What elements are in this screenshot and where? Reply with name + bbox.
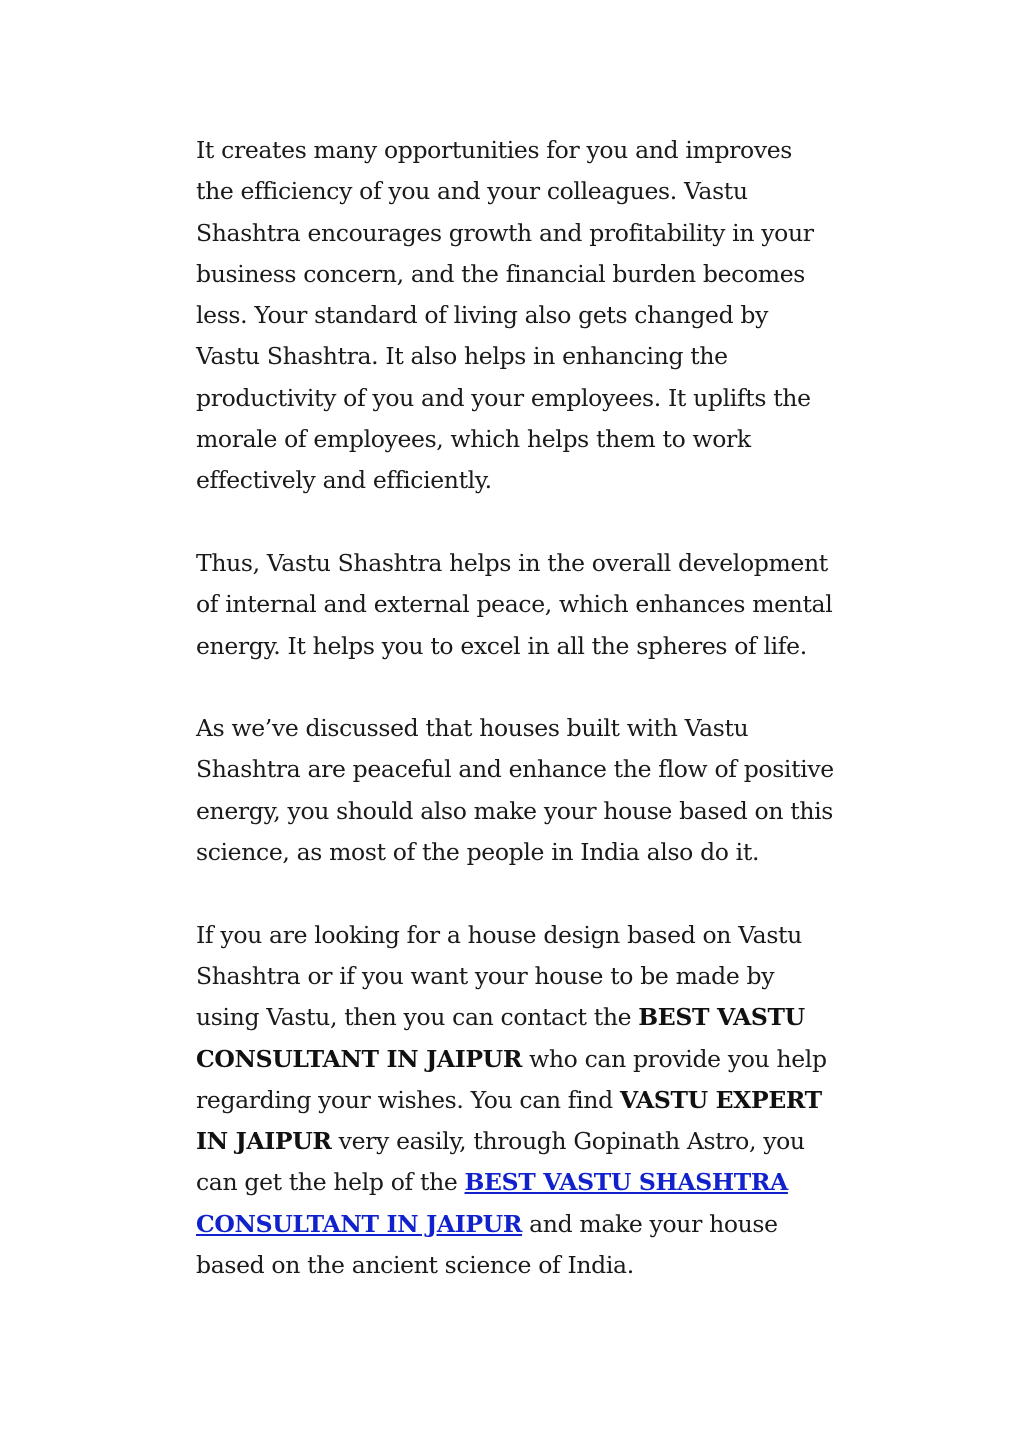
- paragraph-text: who can provide you help regarding your wishes. You can find: [196, 1044, 834, 1114]
- link-best-vastu-shashtra-consultant[interactable]: BEST VASTU SHASHTRA CONSULTANT IN JAIPUR: [196, 1168, 788, 1238]
- paragraph-text: As we’ve discussed that houses built with Vastu Shashtra are peaceful and enhance the flow of positive energy, you should also make your house based on this science, as most of the people in India also do it.: [196, 714, 841, 867]
- document-body: [196, 130, 841, 1328]
- bold-vastu-expert: VASTU EXPERT IN JAIPUR: [196, 1085, 830, 1156]
- paragraph-text: It creates many opportunities for you and improves the efficiency of you and your colleagues. Vastu Shashtra encourages growth and profitability in your business concern, and the financial burden becomes less. Your standard of living also gets changed by Vastu Shashtra. It also helps in enhancing the productivity of you and your employees. It uplifts the morale of employees, which helps them to work effectively and efficiently.: [196, 136, 821, 495]
- bold-best-vastu-consultant: BEST VASTU CONSULTANT IN JAIPUR: [196, 1003, 813, 1073]
- paragraph-text: If you are looking for a house design based on Vastu Shashtra or if you want your house to be made by using Vastu, then you can contact the: [196, 920, 810, 1032]
- paragraph-text: and make your house based on the ancient science of India.: [196, 1209, 785, 1280]
- paragraph-contact-consultant: [196, 915, 836, 1287]
- paragraph-text: very easily, through Gopinath Astro, you can get the help of the: [196, 1127, 812, 1197]
- paragraph-development: [196, 543, 840, 667]
- paragraph-positive-energy: [196, 708, 841, 873]
- paragraph-text: Thus, Vastu Shashtra helps in the overall development of internal and external peace, which enhances mental energy. It helps you to excel in all the spheres of life.: [196, 548, 840, 660]
- paragraph-benefits: [196, 130, 836, 502]
